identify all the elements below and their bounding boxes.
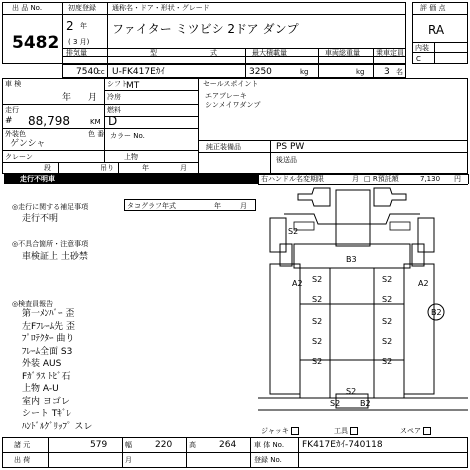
unknown-mileage-banner: 走行不明車 <box>4 174 258 184</box>
sales-point-2: シンメイワダンプ <box>205 101 261 109</box>
first-reg-label: 初度登録 <box>68 4 96 12</box>
damage-mark: S2 <box>330 399 341 408</box>
equipment: PS PW <box>276 142 305 152</box>
seats: 3 <box>384 67 390 77</box>
vehicle-name: ファイター ミツビシ 2ドア ダンプ <box>112 22 299 36</box>
damage-mark: S2 <box>382 295 393 304</box>
exterior-color: ゲンシャ <box>10 139 46 149</box>
damage-mark: B2 <box>431 308 442 317</box>
width: 220 <box>155 440 173 450</box>
grade-score: RA <box>428 23 445 37</box>
recycle-amount: 7,130 <box>420 175 441 183</box>
fuel-type: D <box>108 114 118 128</box>
mileage-note: 走行不明 <box>22 214 59 224</box>
report-line: Fｶﾞﾗｽ ﾄﾋﾞ石 <box>22 371 71 382</box>
report-line: ﾌﾟﾛﾃｸﾀｰ 曲り <box>22 334 75 344</box>
displacement: 7540 <box>76 67 99 77</box>
damage-mark: S2 <box>312 337 323 346</box>
first-reg-month: ( 3 月) <box>68 38 90 46</box>
shift-value: MT <box>126 81 140 91</box>
lot-label: 出 品 No. <box>12 4 43 12</box>
report-line: 室内 ヨゴレ <box>22 396 70 407</box>
report-line: ﾊﾝﾄﾞﾙｸﾞﾘｯﾌﾟ スレ <box>22 421 93 432</box>
damage-mark: S2 <box>382 357 393 366</box>
report-line: 第一ﾒﾝﾊﾞｰ 歪 <box>22 309 75 319</box>
vehicle-name-label: 通称名・ドア・形状・グレード <box>112 4 210 12</box>
damage-mark: A2 <box>418 279 429 288</box>
defects-note: 車検証上 土砂禁 <box>22 252 88 262</box>
damage-mark: S2 <box>312 275 323 284</box>
report-line: シート Tｷﾞﾚ <box>22 409 71 419</box>
model-code: U-FK417Eｶｲ <box>112 67 165 77</box>
damage-mark: B3 <box>346 255 357 264</box>
report-line: ﾌﾚｰﾑ全面 S3 <box>22 346 73 357</box>
damage-mark: S2 <box>312 357 323 366</box>
tools-label: 工具 <box>334 427 360 435</box>
damage-mark: B2 <box>360 399 371 408</box>
first-reg-year: 2 <box>66 19 74 33</box>
spare-label: スペア <box>400 427 433 435</box>
chassis-number: FK417Eｶｲ-740118 <box>302 440 383 450</box>
sales-point-1: エアブレーキ <box>205 92 247 100</box>
interior-score: C <box>416 55 421 63</box>
damage-diagram <box>258 184 468 424</box>
damage-mark: S2 <box>382 317 393 326</box>
report-line: 外装 AUS <box>22 359 62 369</box>
report-line: 上物 A-U <box>22 384 59 394</box>
damage-mark: S2 <box>288 227 299 236</box>
damage-mark: S2 <box>312 317 323 326</box>
length: 579 <box>90 440 108 450</box>
jack-label: ジャッキ <box>261 427 301 435</box>
damage-mark: S2 <box>382 275 393 284</box>
damage-mark: S2 <box>346 387 357 396</box>
report-line: 左Fﾌﾚｰﾑ先 歪 <box>22 321 76 332</box>
damage-mark: S2 <box>312 295 323 304</box>
height: 264 <box>219 440 237 450</box>
max-load: 3250 <box>249 67 272 77</box>
damage-mark: S2 <box>382 337 393 346</box>
mileage: 88,798 <box>28 114 70 128</box>
lot-number: 5482 <box>12 33 60 53</box>
inspector-report <box>22 309 92 434</box>
damage-mark: A2 <box>292 279 303 288</box>
